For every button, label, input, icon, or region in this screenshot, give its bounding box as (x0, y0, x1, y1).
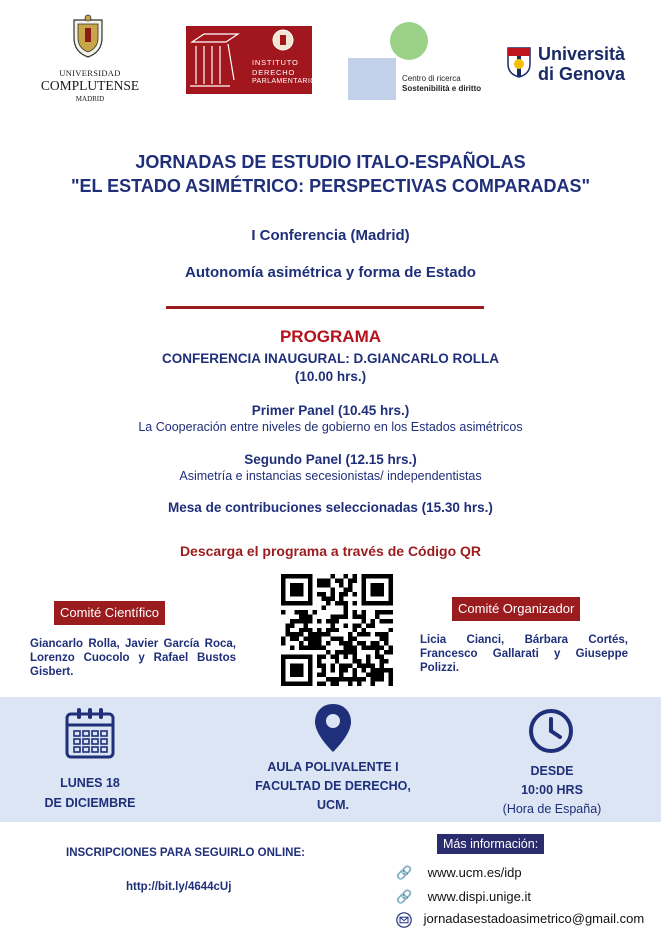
date-line2: DE DICIEMBRE (44, 796, 136, 810)
idp-line3: PARLAMENTARIO (252, 78, 317, 85)
link-ucm-row[interactable] (396, 865, 522, 881)
logo-centro-sostenibilita (346, 22, 496, 102)
ucm-crest-icon (68, 14, 108, 58)
clock-icon (527, 707, 575, 755)
event-location (238, 758, 428, 815)
link-dispi[interactable]: www.dispi.unige.it (427, 889, 531, 904)
time-line2: 10:00 HRS (521, 783, 583, 797)
centro-circle-shape (390, 22, 428, 60)
place-line3: UCM. (317, 798, 349, 812)
logo-ucm (40, 14, 140, 106)
calendar-icon (64, 706, 116, 760)
programa-heading: PROGRAMA (279, 327, 382, 346)
link-icon: 🔗 (396, 889, 413, 904)
inscripciones-link[interactable]: http://bit.ly/4644cUj (126, 881, 232, 893)
qr-prompt: Descarga el programa a través de Código QR (179, 543, 482, 559)
conference-label: I Conferencia (Madrid) (251, 227, 410, 244)
qr-code-icon (281, 574, 393, 686)
idp-crest-icon (272, 29, 294, 51)
link-ucm[interactable]: www.ucm.es/idp (427, 865, 522, 880)
genova-line1: Università (538, 44, 626, 64)
place-line2: FACULTAD DE DERECHO, (255, 779, 411, 793)
panel2-description: Asimetría e instancias secesionistas/ independentistas (179, 469, 482, 483)
event-date (30, 773, 150, 813)
link-icon: 🔗 (396, 865, 413, 880)
idp-line2: DERECHO (252, 68, 296, 77)
comite-cientifico-label: Comité Científico (54, 601, 165, 625)
idp-line1: INSTITUTO (252, 58, 299, 67)
comite-cientifico-members: Giancarlo Rolla, Javier García Roca, Lorenzo Cuocolo y Rafael Bustos Gisbert. (30, 638, 236, 678)
logo-idp (186, 26, 317, 94)
panel1-description: La Cooperación entre niveles de gobierno en los Estados asimétricos (138, 420, 523, 434)
parliament-building-icon (186, 26, 250, 94)
date-line1: LUNES 18 (60, 776, 120, 790)
event-title-line2: "EL ESTADO ASIMÉTRICO: PERSPECTIVAS COMPARADAS" (70, 176, 591, 196)
mesa-contribuciones: Mesa de contribuciones seleccionadas (15.30 hrs.) (168, 500, 493, 515)
ucm-line2: COMPLUTENSE (40, 78, 140, 93)
genova-line2: di Genova (538, 64, 626, 84)
comite-organizador-members: Licia Cianci, Bárbara Cortés, Francesco Gallarati y Giuseppe Polizzi. (420, 634, 628, 674)
email-icon (396, 912, 412, 928)
centro-line2: Sostenibilità e diritto (402, 84, 482, 93)
panel2-title: Segundo Panel (12.15 hrs.) (244, 452, 417, 467)
place-line1: AULA POLIVALENTE I (267, 760, 399, 774)
inaugural-time: (10.00 hrs.) (294, 369, 367, 384)
contact-email[interactable]: jornadasestadoasimetrico@gmail.com (423, 911, 645, 926)
logo-genova (506, 44, 656, 84)
centro-square-shape (348, 58, 396, 100)
ucm-line3: MADRID (75, 95, 105, 103)
time-line1: DESDE (530, 764, 574, 778)
email-row[interactable] (396, 911, 644, 928)
time-line3: (Hora de España) (502, 802, 602, 816)
genova-shield-icon (506, 46, 532, 78)
centro-line1: Centro di ricerca (402, 74, 461, 83)
mas-informacion-label: Más información: (437, 834, 544, 854)
location-pin-icon (313, 702, 353, 754)
link-dispi-row[interactable] (396, 889, 531, 905)
conference-subtitle: Autonomía asimétrica y forma de Estado (185, 264, 476, 281)
inaugural-conference: CONFERENCIA INAUGURAL: D.GIANCARLO ROLLA (162, 351, 499, 366)
header-divider (166, 306, 484, 309)
comite-organizador-label: Comité Organizador (452, 597, 580, 621)
panel1-title: Primer Panel (10.45 hrs.) (251, 403, 410, 418)
inscripciones-label: INSCRIPCIONES PARA SEGUIRLO ONLINE: (66, 847, 305, 859)
qr-code[interactable] (281, 574, 393, 686)
ucm-line1: UNIVERSIDAD (59, 68, 121, 78)
event-title-line1: JORNADAS DE ESTUDIO ITALO-ESPAÑOLAS (135, 152, 526, 172)
event-time (480, 762, 624, 819)
